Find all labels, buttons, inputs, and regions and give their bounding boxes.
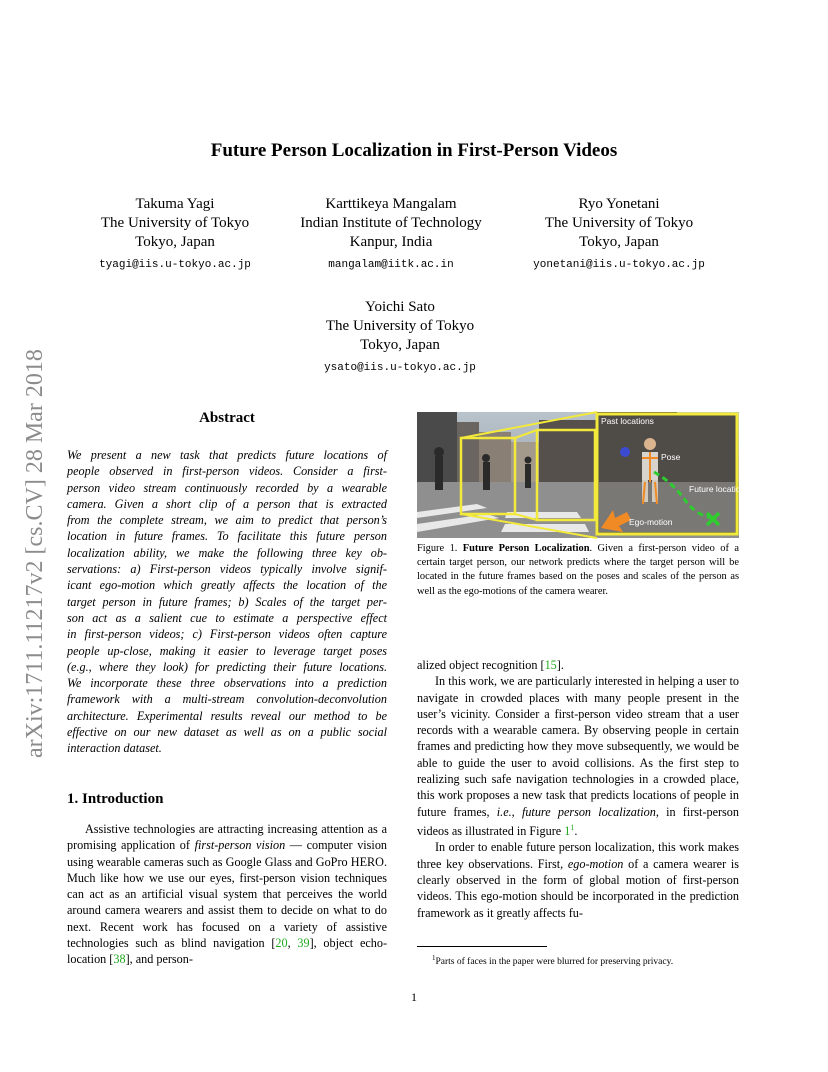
author-block: [75, 195, 275, 274]
footnote-rule: [417, 946, 547, 947]
caption-number: Figure 1.: [417, 543, 463, 554]
section-heading: 1. Introduction: [67, 791, 164, 807]
text-run: ], and person-: [125, 952, 193, 967]
author-email: tyagi@iis.u-tokyo.ac.jp: [99, 259, 251, 271]
label-future: Future locations: [689, 484, 750, 494]
author-affiliation: The University of Tokyo: [100, 215, 250, 231]
emphasis: ego-motion: [567, 856, 624, 871]
abstract-line: son act as a salient cue to estimate a perspective effect: [67, 610, 387, 625]
abstract-line: We incorporate these three observations into a prediction: [67, 676, 387, 691]
caption-title: Future Person Localization: [462, 543, 590, 554]
figure-caption: [417, 542, 739, 599]
text-run: Assistive technologies are attracting increasing attention as a promising application of: [67, 822, 387, 853]
abstract-line: architecture. Experimental results reveal our method to be: [67, 708, 387, 723]
label-ego: Ego-motion: [629, 517, 673, 527]
abstract-line: framework with a multi-stream convolution-deconvolution: [67, 692, 387, 707]
citation-link[interactable]: 20: [275, 936, 288, 951]
author-name: Yoichi Sato: [365, 299, 435, 315]
continued-paragraph: [417, 657, 739, 673]
citation-link[interactable]: 38: [113, 952, 126, 967]
author-block: [281, 195, 501, 274]
author-name: Karttikeya Mangalam: [325, 196, 457, 212]
abstract-line: from the complete stream, we aim to predict that person’s: [67, 513, 387, 528]
text-run: .: [574, 824, 578, 839]
footnote-text: Parts of faces in the paper were blurred for preserving privacy.: [435, 957, 674, 968]
emphasis: i.e., future person localization: [496, 804, 656, 819]
footnote-number: 1: [432, 954, 436, 962]
author-email: ysato@iis.u-tokyo.ac.jp: [324, 362, 476, 374]
right-column-body: [417, 657, 739, 921]
author-email: mangalam@iitk.ac.in: [328, 259, 454, 271]
author-name: Ryo Yonetani: [578, 196, 660, 212]
label-past: Past locations: [601, 416, 654, 426]
paper-title: Future Person Localization in First-Person Videos: [210, 140, 618, 161]
abstract-line: We present a new task that predicts future locations of: [67, 448, 387, 462]
author-affiliation: The University of Tokyo: [325, 318, 475, 334]
footnote-mark[interactable]: 1: [570, 822, 575, 832]
text-run: In order to enable future person localization, this work makes three key observations. First,: [417, 840, 739, 871]
abstract-line: camera. Given a short clip of a person that is extracted: [67, 496, 387, 511]
author-location: Tokyo, Japan: [135, 234, 215, 250]
text-run: ], object echo-location [: [67, 936, 388, 967]
caption-text: . Given a first-person video of a certain target person, our network predicts where the target person will be located in the future frames based on the poses and scales of the person as well as the ego-motions of the camera wearer.: [417, 543, 739, 597]
text-run: — computer vision using wearable cameras such as Google Glass and GoPro HERO. Much like how we use our eyes, first-person vision techniques can act as an artificial visual system that perceives the world around camera wearers and assist them to decide on what to do next. Recent work has focused on a variety of assistive technologies such as blind navigation [: [67, 838, 388, 951]
author-location: Kanpur, India: [349, 234, 433, 250]
text-run: ,: [287, 936, 298, 951]
abstract-line: people observed in first-person videos. Consider a first-: [67, 464, 387, 479]
abstract-line: icant ego-motion which greatly affects the location of the: [67, 578, 387, 593]
figure-1-illustration: [417, 412, 750, 538]
arxiv-stamp: [20, 283, 50, 758]
author-affiliation: Indian Institute of Technology: [300, 215, 482, 231]
abstract-line: target person in future frames; b) Scales of the target per-: [67, 594, 387, 609]
text-run: ].: [556, 658, 564, 672]
author-block: [300, 298, 500, 377]
abstract-line: (e.g., where they look) for predicting their future locations.: [67, 659, 387, 674]
text-run: In this work, we are particularly interested in helping a user to navigate in crowded places with many people present in the user’s vicinity. Consider a first-person video stream that a user records with a wearable camera. By observing people in certain frames and predicting how they move subsequently, we would be able to guide the user to avoid collisions. As the first step to realizing such safe navigation technologies in a crowded place, this work proposes a new task that predicts locations of people in future frames,: [417, 674, 739, 819]
page-number: 1: [411, 990, 417, 1004]
abstract-line: person video stream continuously recorded by a wearable: [67, 480, 387, 495]
emphasis: first-person vision: [194, 838, 286, 853]
figure-1: [417, 412, 750, 538]
author-location: Tokyo, Japan: [579, 234, 659, 250]
abstract-body: [67, 447, 387, 757]
abstract-line: servations: a) First-person videos typically involve signif-: [67, 562, 387, 577]
body-paragraph: [417, 673, 739, 839]
author-block: [514, 195, 724, 274]
abstract-line: in first-person videos; c) First-person videos often capture: [67, 627, 387, 642]
citation-link[interactable]: 15: [544, 658, 557, 672]
abstract-heading: Abstract: [199, 410, 255, 426]
abstract-line: interaction dataset.: [67, 741, 162, 756]
author-email: yonetani@iis.u-tokyo.ac.jp: [533, 259, 705, 271]
abstract-line: localization ability, we make the following three key ob-: [67, 545, 387, 560]
author-location: Tokyo, Japan: [360, 337, 440, 353]
citation-link[interactable]: 39: [297, 936, 310, 951]
text-run: of a camera wearer is clearly observed in the form of global motion of first-person videos. This ego-motion should be incorporated in the prediction framework as it greatly affects fu-: [417, 856, 739, 920]
body-paragraph: [417, 839, 739, 920]
intro-paragraph: [67, 821, 387, 968]
abstract-line: effective on our new dataset as well as on a public social: [67, 725, 387, 740]
author-affiliation: The University of Tokyo: [544, 215, 694, 231]
footnote: [432, 952, 742, 968]
text-run: , in first-person videos as illustrated in Figure: [417, 804, 739, 839]
text-run: alized object recognition [: [417, 658, 545, 672]
arxiv-id: arXiv:1711.11217v2 [cs.CV] 28 Mar 2018: [22, 349, 48, 758]
label-pose: Pose: [661, 452, 681, 462]
abstract-line: location in future frames. To facilitate this future person: [67, 529, 387, 544]
figure-link[interactable]: 1: [564, 824, 571, 839]
author-name: Takuma Yagi: [135, 196, 215, 212]
abstract-line: people up-close, making it easier to leverage target poses: [67, 643, 387, 658]
